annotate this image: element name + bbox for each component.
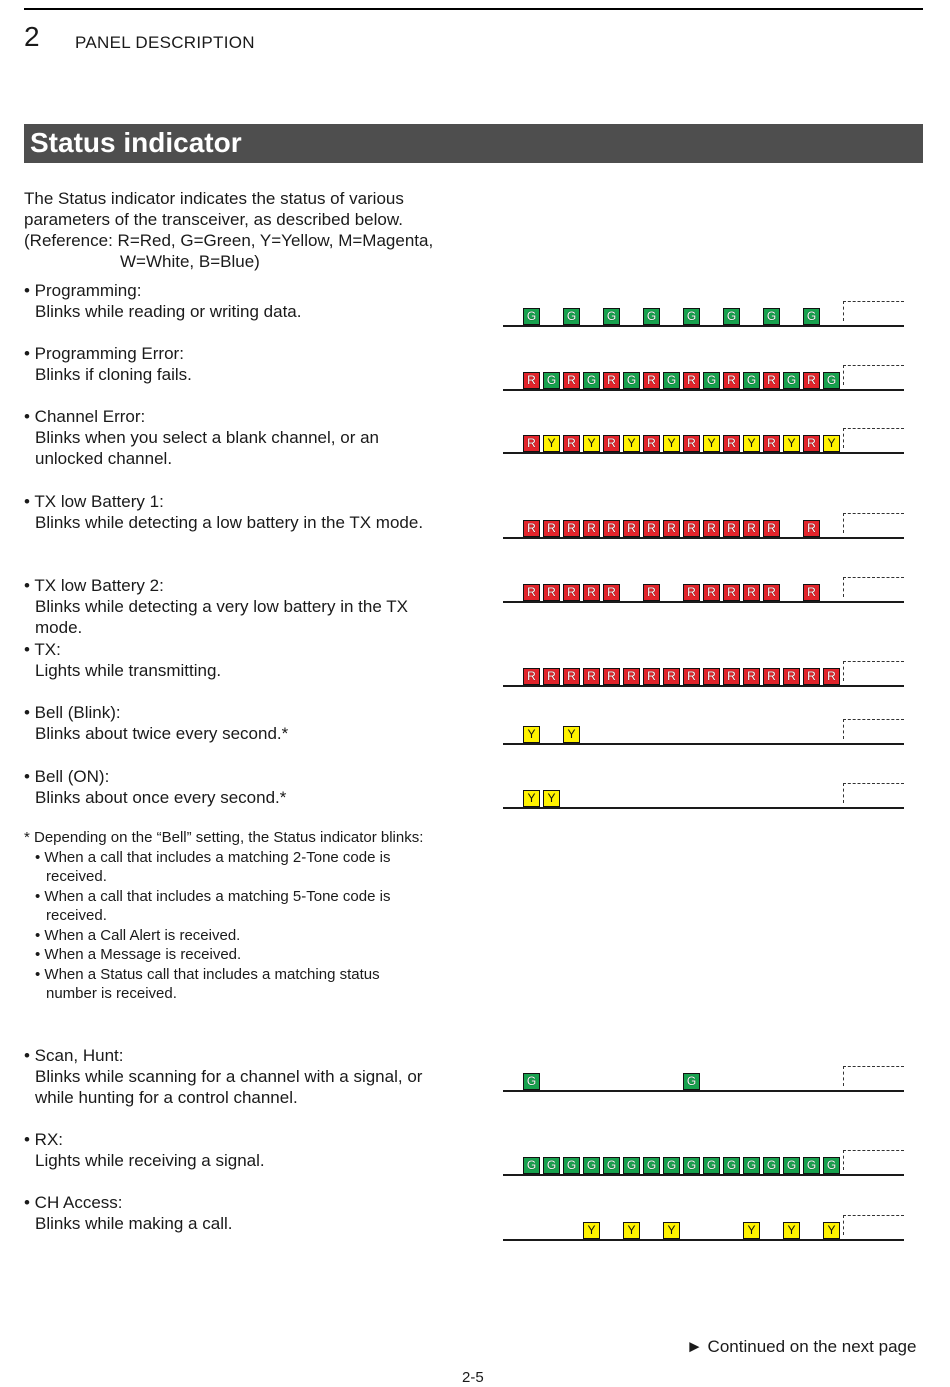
red-led-box: R (643, 435, 660, 452)
repeat-marker (843, 719, 904, 739)
green-led-box: G (523, 308, 540, 325)
green-led-box: G (703, 372, 720, 389)
red-led-box: R (623, 520, 640, 537)
yellow-led-box: Y (823, 1222, 840, 1239)
yellow-led-box: Y (743, 435, 760, 452)
item-desc: Blinks while reading or writing data. (35, 302, 302, 321)
time-baseline (503, 452, 904, 454)
red-led-box: R (603, 668, 620, 685)
red-led-box: R (703, 520, 720, 537)
red-led-box: R (703, 668, 720, 685)
red-led-box: R (583, 520, 600, 537)
red-led-box: R (563, 372, 580, 389)
intro-line: parameters of the transceiver, as described below. (24, 210, 403, 229)
item-scan-hunt (24, 1045, 422, 1108)
red-led-box: R (763, 520, 780, 537)
green-led-box: G (763, 308, 780, 325)
red-led-box: R (623, 668, 640, 685)
blink-diagram-tx-low-battery-2 (503, 577, 904, 603)
red-led-box: R (683, 372, 700, 389)
red-led-box: R (723, 435, 740, 452)
item-title: • Programming: (24, 281, 142, 300)
item-desc: Blinks about once every second.* (35, 788, 287, 807)
red-led-box: R (603, 584, 620, 601)
item-title: • RX: (24, 1130, 64, 1149)
time-baseline (503, 743, 904, 745)
red-led-box: R (563, 520, 580, 537)
green-led-box: G (543, 1157, 560, 1174)
green-led-box: G (623, 1157, 640, 1174)
item-desc: while hunting for a control channel. (35, 1088, 298, 1107)
item-desc: unlocked channel. (35, 449, 173, 468)
yellow-led-box: Y (543, 435, 560, 452)
red-led-box: R (763, 584, 780, 601)
blink-diagram-programming-error (503, 365, 904, 391)
item-bell-blink (24, 702, 288, 744)
green-led-box: G (823, 1157, 840, 1174)
yellow-led-box: Y (783, 1222, 800, 1239)
repeat-marker (843, 1215, 904, 1235)
item-tx (24, 639, 221, 681)
red-led-box: R (743, 584, 760, 601)
item-title: • TX: (24, 640, 61, 659)
yellow-led-box: Y (623, 1222, 640, 1239)
footnote-bullet-cont: number is received. (46, 985, 177, 1002)
red-led-box: R (643, 520, 660, 537)
green-led-box: G (743, 372, 760, 389)
yellow-led-box: Y (583, 1222, 600, 1239)
green-led-box: G (563, 1157, 580, 1174)
red-led-box: R (563, 584, 580, 601)
red-led-box: R (803, 584, 820, 601)
footnote-bullet: • When a Call Alert is received. (35, 926, 241, 944)
blink-diagram-channel-error (503, 428, 904, 454)
blink-diagram-bell-on (503, 783, 904, 809)
yellow-led-box: Y (823, 435, 840, 452)
intro-line: W=White, B=Blue) (120, 252, 260, 271)
red-led-box: R (643, 668, 660, 685)
yellow-led-box: Y (543, 790, 560, 807)
blink-diagram-ch-access (503, 1215, 904, 1241)
top-rule (24, 8, 923, 10)
green-led-box: G (803, 1157, 820, 1174)
footnote-line: * Depending on the “Bell” setting, the Status indicator blinks: (24, 829, 424, 846)
red-led-box: R (743, 668, 760, 685)
repeat-marker (843, 365, 904, 385)
repeat-marker (843, 577, 904, 597)
bell-footnote (24, 828, 423, 1004)
section-title: Status indicator (30, 127, 242, 158)
section-header (24, 124, 923, 163)
item-tx-low-battery-2 (24, 575, 408, 638)
item-desc: Blinks while making a call. (35, 1214, 233, 1233)
yellow-led-box: Y (523, 790, 540, 807)
continued-next-page: ► Continued on the next page (686, 1337, 917, 1356)
green-led-box: G (783, 372, 800, 389)
green-led-box: G (603, 1157, 620, 1174)
time-baseline (503, 1239, 904, 1241)
item-title: • TX low Battery 1: (24, 492, 164, 511)
green-led-box: G (763, 1157, 780, 1174)
time-baseline (503, 325, 904, 327)
green-led-box: G (743, 1157, 760, 1174)
green-led-box: G (603, 308, 620, 325)
repeat-marker (843, 301, 904, 321)
page-number: 2-5 (462, 1369, 484, 1386)
repeat-marker (843, 1066, 904, 1086)
item-desc: Lights while receiving a signal. (35, 1151, 265, 1170)
red-led-box: R (763, 372, 780, 389)
item-ch-access (24, 1192, 232, 1234)
yellow-led-box: Y (663, 1222, 680, 1239)
red-led-box: R (663, 520, 680, 537)
item-desc: Blinks when you select a blank channel, or an (35, 428, 379, 447)
yellow-led-box: Y (563, 726, 580, 743)
red-led-box: R (723, 520, 740, 537)
green-led-box: G (823, 372, 840, 389)
red-led-box: R (823, 668, 840, 685)
item-desc: Blinks about twice every second.* (35, 724, 289, 743)
repeat-marker (843, 1150, 904, 1170)
green-led-box: G (703, 1157, 720, 1174)
item-desc: Lights while transmitting. (35, 661, 222, 680)
yellow-led-box: Y (523, 726, 540, 743)
green-led-box: G (623, 372, 640, 389)
item-title: • Programming Error: (24, 344, 184, 363)
green-led-box: G (523, 1157, 540, 1174)
red-led-box: R (643, 584, 660, 601)
blink-diagram-tx (503, 661, 904, 687)
time-baseline (503, 685, 904, 687)
item-programming (24, 280, 301, 322)
item-title: • CH Access: (24, 1193, 123, 1212)
red-led-box: R (683, 668, 700, 685)
item-channel-error (24, 406, 379, 469)
intro-paragraph (24, 188, 433, 272)
red-led-box: R (803, 372, 820, 389)
green-led-box: G (783, 1157, 800, 1174)
repeat-marker (843, 661, 904, 681)
chapter-number: 2 (24, 21, 40, 52)
yellow-led-box: Y (623, 435, 640, 452)
time-baseline (503, 807, 904, 809)
item-desc: Blinks while detecting a low battery in the TX mode. (35, 513, 424, 532)
item-tx-low-battery-1 (24, 491, 423, 533)
yellow-led-box: Y (583, 435, 600, 452)
red-led-box: R (763, 668, 780, 685)
item-title: • Bell (ON): (24, 767, 110, 786)
repeat-marker (843, 428, 904, 448)
red-led-box: R (523, 372, 540, 389)
green-led-box: G (523, 1073, 540, 1090)
item-desc: mode. (35, 618, 83, 637)
green-led-box: G (643, 308, 660, 325)
green-led-box: G (723, 1157, 740, 1174)
green-led-box: G (583, 372, 600, 389)
green-led-box: G (723, 308, 740, 325)
red-led-box: R (683, 584, 700, 601)
red-led-box: R (583, 668, 600, 685)
red-led-box: R (523, 520, 540, 537)
red-led-box: R (683, 520, 700, 537)
chapter-title: PANEL DESCRIPTION (75, 33, 255, 52)
red-led-box: R (543, 520, 560, 537)
red-led-box: R (523, 435, 540, 452)
red-led-box: R (723, 668, 740, 685)
footnote-bullet-cont: received. (46, 907, 107, 924)
green-led-box: G (663, 1157, 680, 1174)
footnote-bullet: • When a Message is received. (35, 946, 242, 963)
green-led-box: G (663, 372, 680, 389)
red-led-box: R (603, 435, 620, 452)
blink-diagram-scan-hunt (503, 1066, 904, 1092)
red-led-box: R (803, 668, 820, 685)
red-led-box: R (803, 520, 820, 537)
blink-diagram-rx (503, 1150, 904, 1176)
red-led-box: R (563, 668, 580, 685)
green-led-box: G (803, 308, 820, 325)
red-led-box: R (543, 668, 560, 685)
blink-diagram-bell-blink (503, 719, 904, 745)
item-title: • Scan, Hunt: (24, 1046, 124, 1065)
item-programming-error (24, 343, 192, 385)
yellow-led-box: Y (703, 435, 720, 452)
red-led-box: R (763, 435, 780, 452)
time-baseline (503, 537, 904, 539)
item-title: • Bell (Blink): (24, 703, 121, 722)
green-led-box: G (643, 1157, 660, 1174)
green-led-box: G (563, 308, 580, 325)
item-desc: Blinks while scanning for a channel with a signal, or (35, 1067, 423, 1086)
red-led-box: R (603, 372, 620, 389)
red-led-box: R (643, 372, 660, 389)
yellow-led-box: Y (663, 435, 680, 452)
red-led-box: R (783, 668, 800, 685)
repeat-marker (843, 513, 904, 533)
item-bell-on (24, 766, 286, 808)
red-led-box: R (743, 520, 760, 537)
green-led-box: G (683, 308, 700, 325)
blink-diagram-tx-low-battery-1 (503, 513, 904, 539)
blink-diagram-programming (503, 301, 904, 327)
green-led-box: G (683, 1157, 700, 1174)
item-title: • TX low Battery 2: (24, 576, 164, 595)
red-led-box: R (563, 435, 580, 452)
red-led-box: R (663, 668, 680, 685)
green-led-box: G (683, 1073, 700, 1090)
green-led-box: G (543, 372, 560, 389)
red-led-box: R (723, 372, 740, 389)
red-led-box: R (683, 435, 700, 452)
yellow-led-box: Y (743, 1222, 760, 1239)
yellow-led-box: Y (783, 435, 800, 452)
footnote-bullet: • When a call that includes a matching 2-Tone code is (35, 848, 391, 866)
time-baseline (503, 601, 904, 603)
item-desc: Blinks if cloning fails. (35, 365, 192, 384)
red-led-box: R (523, 584, 540, 601)
footnote-bullet-cont: received. (46, 868, 107, 885)
item-desc: Blinks while detecting a very low battery in the TX (35, 597, 408, 616)
green-led-box: G (583, 1157, 600, 1174)
footnote-bullet: • When a call that includes a matching 5-Tone code is (35, 887, 391, 905)
red-led-box: R (603, 520, 620, 537)
repeat-marker (843, 783, 904, 803)
intro-line: The Status indicator indicates the status of various (24, 189, 404, 208)
red-led-box: R (523, 668, 540, 685)
red-led-box: R (703, 584, 720, 601)
time-baseline (503, 1174, 904, 1176)
red-led-box: R (803, 435, 820, 452)
footnote-bullet: • When a Status call that includes a matching status (35, 965, 380, 983)
red-led-box: R (583, 584, 600, 601)
item-rx (24, 1129, 265, 1171)
item-title: • Channel Error: (24, 407, 146, 426)
intro-line: (Reference: R=Red, G=Green, Y=Yellow, M=Magenta, (24, 231, 434, 250)
time-baseline (503, 389, 904, 391)
red-led-box: R (723, 584, 740, 601)
time-baseline (503, 1090, 904, 1092)
red-led-box: R (543, 584, 560, 601)
